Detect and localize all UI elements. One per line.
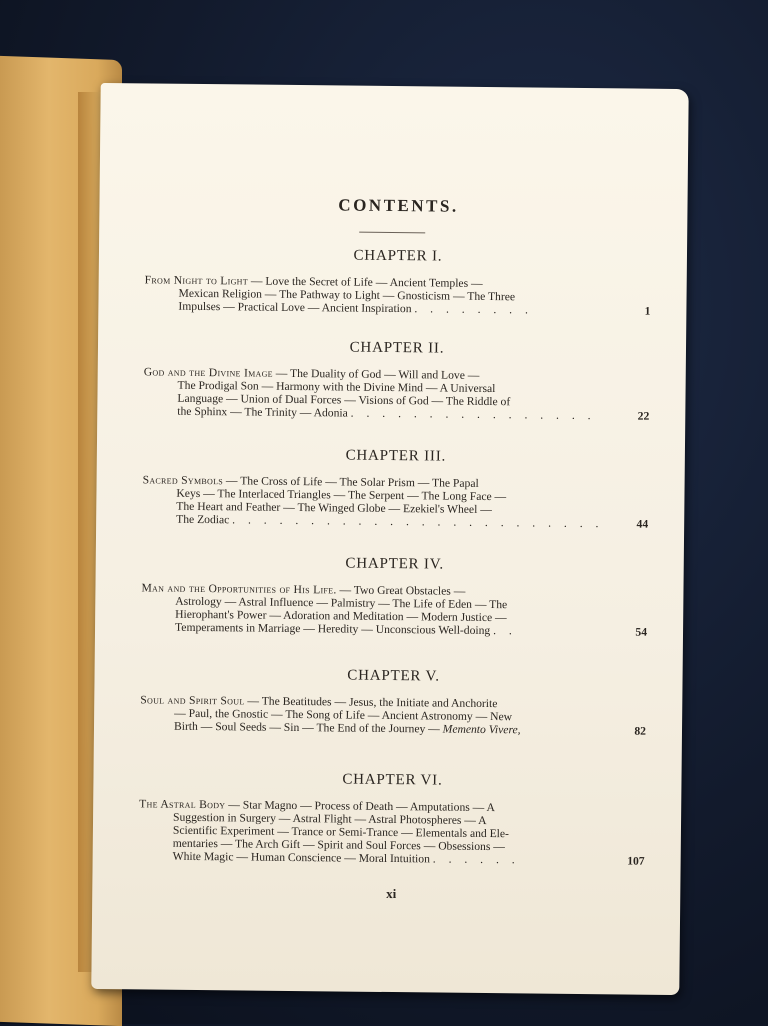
chapter-6 bbox=[139, 769, 646, 867]
entry-line: — The Cross of Life — The Solar Prism — The Papal bbox=[225, 474, 479, 490]
page-number: 44 bbox=[636, 517, 649, 531]
entry-line: — Paul, the Gnostic — The Song of Life — Ancient Astronomy — New bbox=[174, 706, 513, 724]
entry-line: — Star Magno — Process of Death — Amputations — A bbox=[228, 798, 495, 815]
chapter-heading: CHAPTER IV. bbox=[345, 555, 445, 573]
chapter-lead: Man and the Opportunities of His Life. bbox=[141, 581, 337, 597]
chapter-entry: Man and the Opportunities of His Life. — Two Great Obstacles — Astrology — Astral Influence — Palmistry — The Life of Eden — The Hierophant's Power — Adoration and Meditation — Modern Justice — Temperaments in Marriage — Heredity — Unconscious Well-doing . . 54 bbox=[141, 581, 648, 639]
entry-line: — The Duality of God — Will and Love — bbox=[275, 366, 480, 382]
page-number: 54 bbox=[635, 625, 648, 639]
chapter-3 bbox=[142, 445, 649, 530]
italic-tail: Memento Vivere, bbox=[442, 722, 521, 737]
entry-line: The Zodiac bbox=[176, 512, 230, 527]
chapter-2 bbox=[143, 337, 650, 422]
page-number: 82 bbox=[634, 724, 647, 738]
page-number: 1 bbox=[644, 304, 651, 318]
book-page bbox=[91, 83, 688, 995]
chapter-lead: The Astral Body bbox=[139, 797, 226, 812]
chapter-entry: From Night to Light — Love the Secret of Life — Ancient Temples — Mexican Religion — The Pathway to Light — Gnosticism — The Three Impulses — Practical Love — Ancient Inspiration . . . . . . . . 1 bbox=[144, 273, 651, 318]
entry-line: Suggestion in Surgery — Astral Flight — Astral Photospheres — A bbox=[173, 810, 487, 828]
entry-line: The Heart and Feather — The Winged Globe — Ezekiel's Wheel — bbox=[176, 499, 492, 517]
chapter-entry: The Astral Body — Star Magno — Process of Death — Amputations — A Suggestion in Surgery — Astral Flight — Astral Photospheres — A Scientific Experiment — Trance or Semi-Trance — Elementals and Ele- mentaries — The Arch Gift — Spirit and Soul Forces — Obsessions — White Magic — Human Conscience — Moral Intuition . . . . . . 107 bbox=[139, 797, 645, 868]
chapter-1 bbox=[144, 245, 651, 317]
entry-line: the Sphinx — The Trinity — Adonia bbox=[177, 404, 348, 420]
page-number: 107 bbox=[627, 854, 645, 868]
chapter-heading: CHAPTER II. bbox=[349, 339, 445, 357]
chapter-entry: God and the Divine Image — The Duality of God — Will and Love — The Prodigal Son — Harmony with the Divine Mind — A Universal Language — Union of Dual Forces — Visions of God — The Riddle of the Sphinx — The Trinity — Adonia . . . . . . . . . . . . . . . . 22 bbox=[143, 365, 650, 423]
page-number: 22 bbox=[637, 409, 650, 423]
entry-line: Birth — Soul Seeds — Sin — The End of the Journey — bbox=[173, 719, 440, 736]
chapter-entry bbox=[140, 693, 646, 737]
entry-line: Hierophant's Power — Adoration and Meditation — Modern Justice — bbox=[175, 607, 507, 625]
entry-line: Keys — The Interlaced Triangles — The Serpent — The Long Face — bbox=[176, 486, 507, 504]
page-content bbox=[137, 83, 652, 994]
chapter-5 bbox=[140, 665, 647, 737]
chapter-entry: Sacred Symbols — The Cross of Life — The Solar Prism — The Papal Keys — The Interlaced Triangles — The Serpent — The Long Face — The Heart and Feather — The Winged Globe — Ezekiel's Wheel — The Zodiac . . . . . . . . . . . . . . . . . . . . . . . . 44 bbox=[142, 473, 649, 531]
entry-line: — Two Great Obstacles — bbox=[339, 583, 466, 598]
chapter-lead: Soul and Spirit Soul bbox=[140, 693, 245, 708]
contents-title: CONTENTS. bbox=[338, 195, 459, 216]
entry-line: Scientific Experiment — Trance or Semi-Trance — Elementals and Ele- bbox=[172, 823, 510, 841]
chapter-lead: God and the Divine Image bbox=[143, 365, 273, 380]
chapter-4 bbox=[141, 553, 648, 638]
entry-line: The Prodigal Son — Harmony with the Divine Mind — A Universal bbox=[177, 378, 496, 396]
entry-line: Language — Union of Dual Forces — Visions of God — The Riddle of bbox=[177, 391, 511, 409]
entry-line: Astrology — Astral Influence — Palmistry — The Life of Eden — The bbox=[175, 594, 508, 612]
chapter-heading: CHAPTER I. bbox=[353, 247, 443, 265]
entry-line: Mexican Religion — The Pathway to Light — Gnosticism — The Three bbox=[178, 286, 516, 304]
entry-line: Impulses — Practical Love — Ancient Inspiration bbox=[178, 299, 412, 316]
entry-line: — The Beatitudes — Jesus, the Initiate and Anchorite bbox=[247, 694, 498, 711]
chapter-heading: CHAPTER V. bbox=[347, 667, 440, 685]
entry-line: Temperaments in Marriage — Heredity — Unconscious Well-doing bbox=[174, 620, 491, 638]
entry-line: — Love the Secret of Life — Ancient Temples — bbox=[250, 274, 483, 290]
chapter-heading: CHAPTER III. bbox=[345, 447, 447, 465]
title-rule bbox=[359, 232, 425, 234]
chapter-lead: From Night to Light bbox=[144, 273, 249, 288]
chapter-heading: CHAPTER VI. bbox=[342, 771, 443, 789]
entry-line: White Magic — Human Conscience — Moral Intuition bbox=[172, 849, 430, 866]
chapter-lead: Sacred Symbols bbox=[142, 473, 224, 488]
entry-line: mentaries — The Arch Gift — Spirit and Soul Forces — Obsessions — bbox=[172, 836, 505, 854]
page-folio: xi bbox=[386, 885, 397, 902]
